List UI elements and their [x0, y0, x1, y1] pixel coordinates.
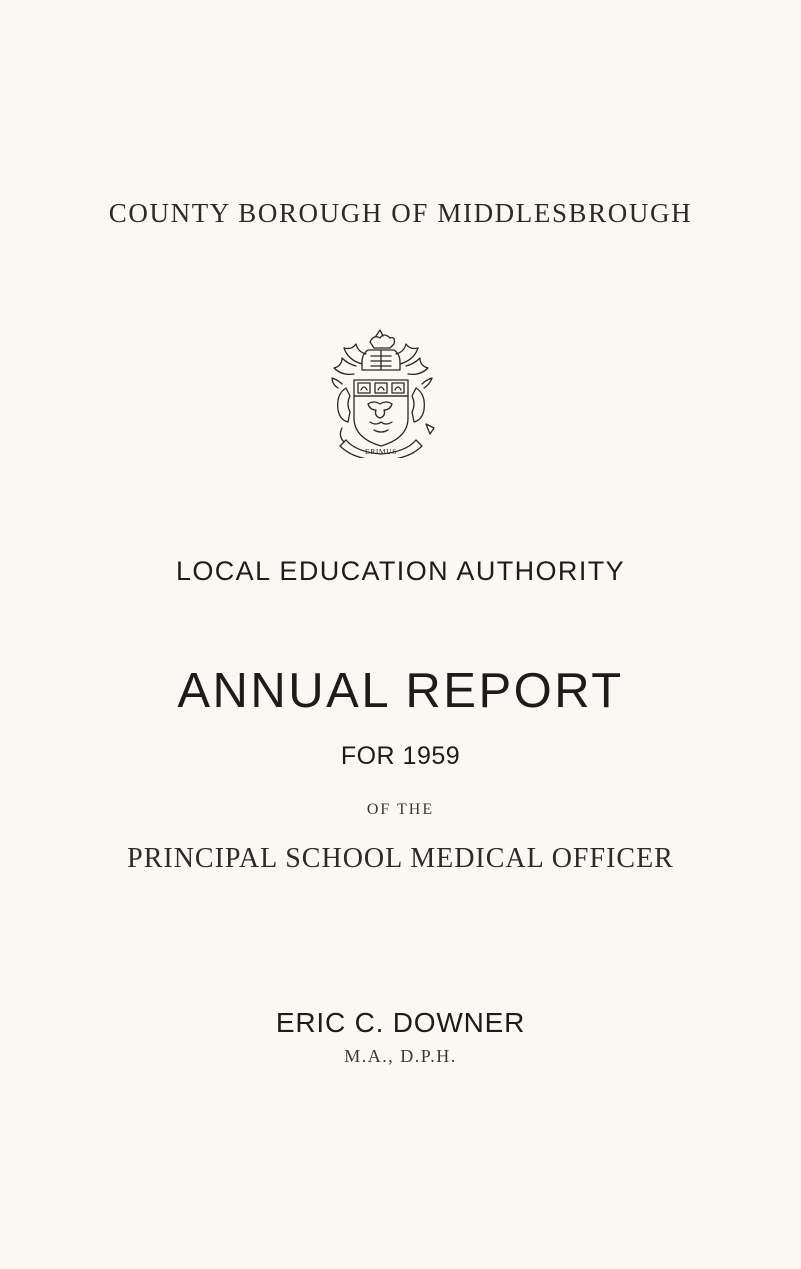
borough-title: COUNTY BOROUGH OF MIDDLESBROUGH [108, 198, 693, 228]
author-name: ERIC C. DOWNER [275, 1007, 526, 1038]
report-year: FOR 1959 [340, 742, 461, 770]
of-the-label: OF THE [366, 801, 435, 818]
officer-title: PRINCIPAL SCHOOL MEDICAL OFFICER [127, 843, 674, 874]
author-qualifications: M.A., D.P.H. [344, 1046, 457, 1066]
svg-text:ERIMUS: ERIMUS [365, 447, 397, 456]
report-title: ANNUAL REPORT [177, 664, 624, 718]
authority-title: LOCAL EDUCATION AUTHORITY [175, 556, 626, 586]
coat-of-arms-icon [324, 328, 438, 458]
